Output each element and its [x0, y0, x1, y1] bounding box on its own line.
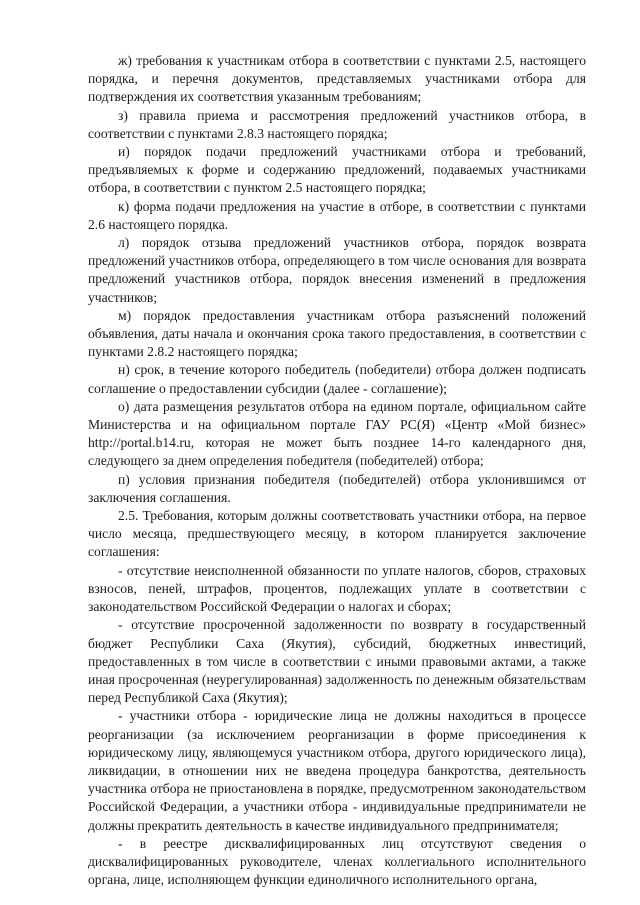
paragraph-p: п) условия признания победителя (победителей) отбора уклонившимся от заключения соглашения. — [88, 471, 586, 505]
requirement-disqualified: - в реестре дисквалифицированных лиц отсутствуют сведения о дисквалифицированных руководителе, членах коллегиального исполнительного органа, лице, исполняющем функции единоличного исполнительного органа, — [88, 835, 586, 888]
requirement-debt: - отсутствие просроченной задолженности по возврату в государственный бюджет Республики Саха (Якутия), субсидий, бюджетных инвестиций, предоставленных в том числе в соответствии с иными правовыми актами, а также иная просроченная (неурегулированная) задолженность по денежным обязательствам перед Республикой Саха (Якутия); — [88, 617, 586, 706]
document-body — [88, 52, 586, 889]
requirement-reorganization: - участники отбора - юридические лица не должны находиться в процессе реорганизации (за исключением реорганизации в форме присоединения к юридическому лицу, являющемуся участником отбора, другого юридического лица), ликвидации, в отношении них не введена процедура банкротства, деятельность участника отбора не приостановлена в порядке, предусмотренном законодательством Российской Федерации, а участники отбора - индивидуальные предприниматели не должны прекратить деятельность в качестве индивидуального предпринимателя; — [88, 708, 586, 833]
paragraph-l: л) порядок отзыва предложений участников отбора, порядок возврата предложений участников отбора, определяющего в том числе основания для возврата предложений участников отбора, порядок внесения изменений в предложения участников; — [88, 235, 586, 305]
paragraph-k: к) форма подачи предложения на участие в отборе, в соответствии с пунктами 2.6 настоящего порядка. — [88, 198, 586, 232]
section-2-5-heading: 2.5. Требования, которым должны соответствовать участники отбора, на первое число месяца, предшествующего месяцу, в котором планируется заключение соглашения: — [88, 508, 586, 560]
paragraph-zh: ж) требования к участникам отбора в соответствии с пунктами 2.5, настоящего порядка, и перечня документов, представляемых участниками отбора для подтверждения их соответствия указанным требованиям; — [88, 53, 586, 105]
paragraph-z: з) правила приема и рассмотрения предложений участников отбора, в соответствии с пунктами 2.8.3 настоящего порядка; — [88, 107, 586, 141]
paragraph-o: о) дата размещения результатов отбора на едином портале, официальном сайте Министерства и на официальном портале ГАУ РС(Я) «Центр «Мой бизнес» http://portal.b14.ru, которая не может быть позднее 14-го календарного дня, следующего за днем определения победителя (победителей) отбора; — [88, 398, 586, 469]
paragraph-m: м) порядок предоставления участникам отбора разъяснений положений объявления, даты начала и окончания срока такого предоставления, в соответствии с пунктами 2.8.2 настоящего порядка; — [88, 307, 586, 360]
paragraph-i: и) порядок подачи предложений участниками отбора и требований, предъявляемых к форме и содержанию предложений, подаваемых участниками отбора, в соответствии с пунктом 2.5 настоящего порядка; — [88, 144, 586, 196]
paragraph-n: н) срок, в течение которого победитель (победители) отбора должен подписать соглашение о предоставлении субсидии (далее - соглашение); — [88, 362, 586, 396]
requirement-taxes: - отсутствие неисполненной обязанности по уплате налогов, сборов, страховых взносов, пеней, штрафов, процентов, подлежащих уплате в соответствии с законодательством Российской Федерации о налогах и сборах; — [88, 562, 586, 615]
